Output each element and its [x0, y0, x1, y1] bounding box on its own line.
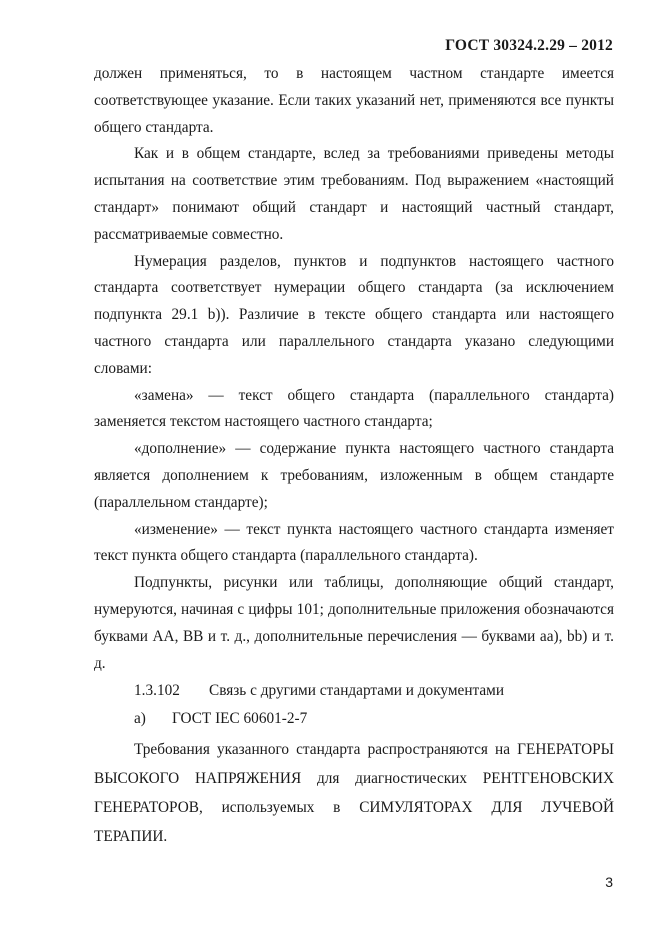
paragraph-subclauses: Подпункты, рисунки или таблицы, дополняющие общий стандарт, нумеруются, начиная с цифры 101; дополнительные приложения обозначаются буквами АА, ВВ и т. д., дополнительные перечисления — буквами аа), bb) и т. д. — [94, 574, 614, 672]
page-body — [94, 61, 614, 851]
clause-heading — [94, 678, 614, 705]
standard-header: ГОСТ 30324.2.29 – 2012 — [445, 37, 613, 54]
paragraph-addition: «дополнение» — содержание пункта настоящего частного стандарта является дополнением к требованиям, изложенным в общем стандарте (параллельном стандарте); — [94, 440, 614, 511]
clause-title: Связь с другими стандартами и документами — [209, 682, 505, 700]
paragraph-replacement: «замена» — текст общего стандарта (параллельного стандарта) заменяется текстом настоящего частного стандарта; — [94, 386, 614, 431]
list-item-marker: а) — [134, 710, 146, 728]
paragraph-scope: Требования указанного стандарта распространяются на ГЕНЕРАТОРЫ ВЫСОКОГО НАПРЯЖЕНИЯ для диагностических РЕНТГЕНОВСКИХ ГЕНЕРАТОРОВ, используемых в СИМУЛЯТОРАХ ДЛЯ ЛУЧЕВОЙ ТЕРАПИИ. — [94, 741, 614, 846]
paragraph-amendment: «изменение» — текст пункта настоящего частного стандарта изменяет текст пункта общего стандарта (параллельного стандарта). — [94, 520, 614, 565]
clause-number: 1.3.102 — [134, 682, 180, 700]
paragraph-test-methods: Как и в общем стандарте, вслед за требованиями приведены методы испытания на соответствие этим требованиям. Под выражением «настоящий стандарт» понимают общий стандарт и настоящий частный стандарт, рассматриваемые совместно. — [94, 145, 614, 243]
list-item — [94, 706, 614, 733]
paragraph-continuation: должен применяться, то в настоящем частном стандарте имеется соответствующее указание. Если таких указаний нет, применяются все пункты общего стандарта. — [94, 65, 614, 136]
page-number: 3 — [605, 874, 613, 890]
list-item-text: ГОСТ IEC 60601-2-7 — [172, 710, 308, 728]
paragraph-numbering: Нумерация разделов, пунктов и подпунктов настоящего частного стандарта соответствует нумерации общего стандарта (за исключением подпункта 29.1 b)). Различие в тексте общего стандарта или настоящего частного стандарта или параллельного стандарта указано следующими словами: — [94, 252, 614, 377]
